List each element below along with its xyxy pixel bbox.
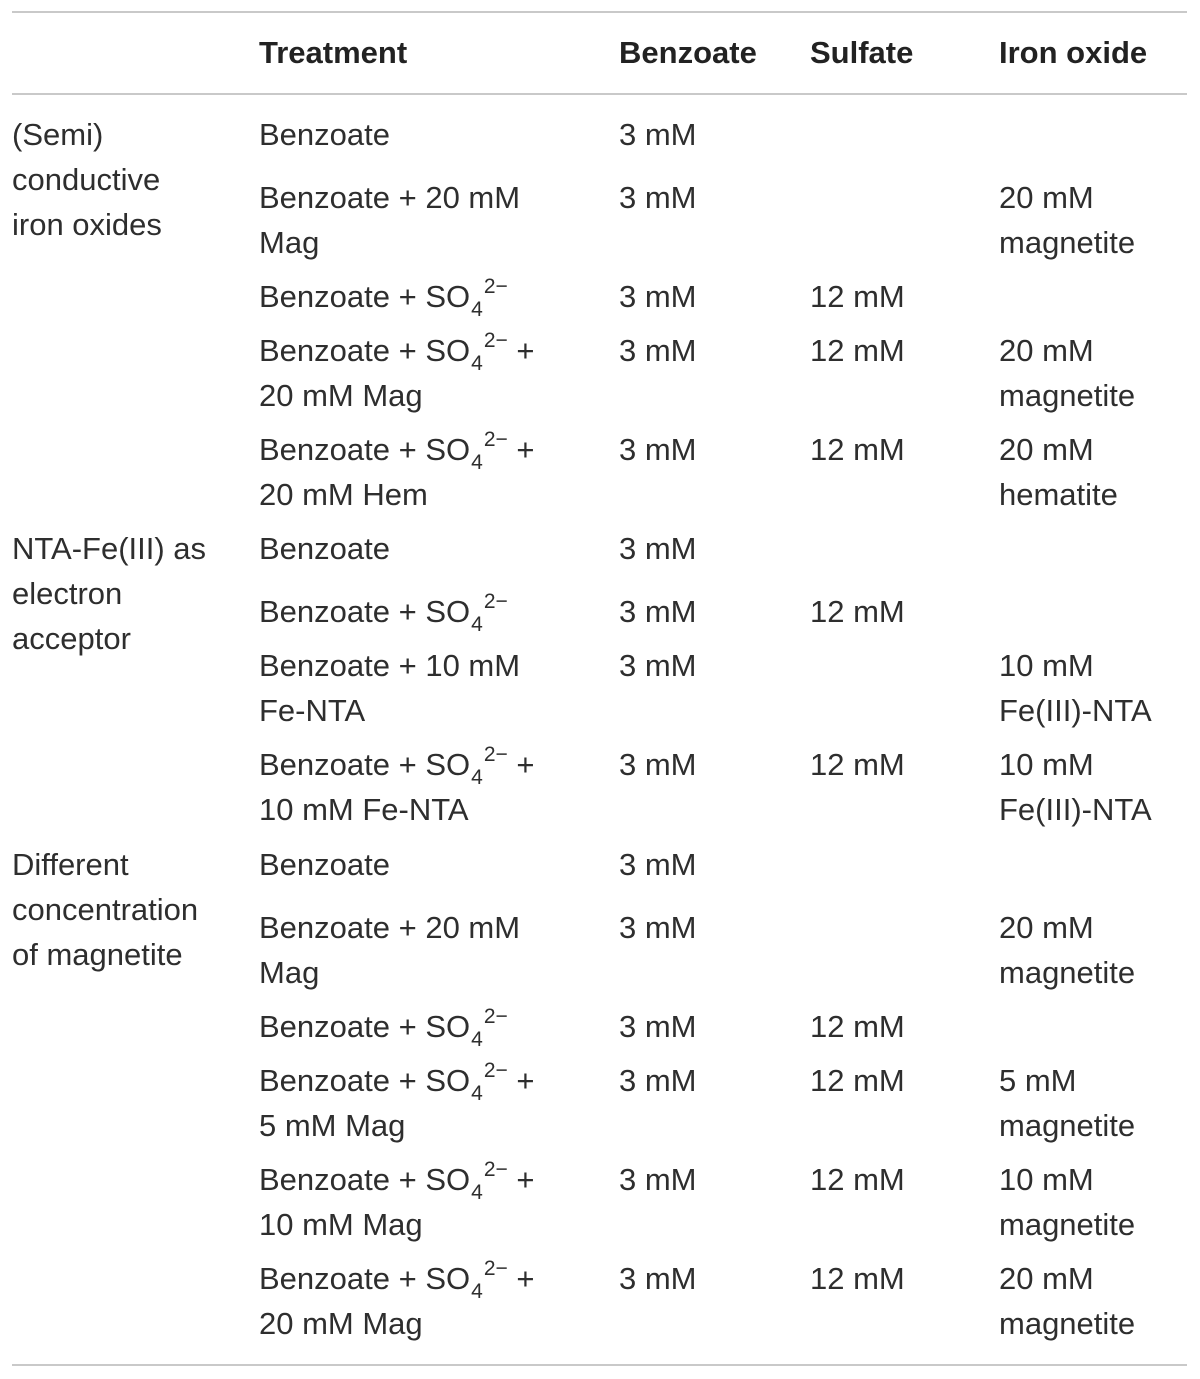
- subscript: 4: [471, 766, 483, 789]
- benzoate-cell: 3 mM: [619, 747, 697, 782]
- treatment-cell: Fe-NTA: [259, 693, 366, 728]
- iron-oxide-cell: magnetite: [999, 1306, 1136, 1341]
- group-label-line: of magnetite: [12, 937, 183, 972]
- benzoate-cell: 3 mM: [619, 333, 697, 368]
- treatment-text: Benzoate + SO: [259, 594, 471, 629]
- header-benzoate: Benzoate: [619, 35, 757, 70]
- iron-oxide-cell: 20 mM: [999, 1261, 1094, 1296]
- table-bottom-rule: [12, 1364, 1187, 1366]
- iron-oxide-cell: 10 mM: [999, 648, 1094, 683]
- iron-oxide-cell: magnetite: [999, 1108, 1136, 1143]
- treatment-cell: Mag: [259, 225, 320, 260]
- benzoate-cell: 3 mM: [619, 594, 697, 629]
- iron-oxide-cell: hematite: [999, 477, 1118, 512]
- treatment-text: +: [507, 747, 535, 782]
- header-sulfate: Sulfate: [810, 35, 914, 70]
- benzoate-cell: 3 mM: [619, 1162, 697, 1197]
- treatment-text: Benzoate + SO: [259, 1009, 471, 1044]
- benzoate-cell: 3 mM: [619, 531, 697, 566]
- benzoate-cell: 3 mM: [619, 117, 697, 152]
- treatment-cell-line2: 10 mM Mag: [259, 1207, 423, 1242]
- table-header-rule: [12, 93, 1187, 95]
- subscript: 4: [471, 613, 483, 636]
- sulfate-cell: 12 mM: [810, 1063, 905, 1098]
- iron-oxide-cell: 20 mM: [999, 910, 1094, 945]
- treatment-cell-line2: 10 mM Fe-NTA: [259, 792, 469, 827]
- group-label-line: Different: [12, 847, 129, 882]
- treatment-cell: Benzoate + 20 mM: [259, 180, 521, 215]
- benzoate-cell: 3 mM: [619, 180, 697, 215]
- treatment-cell: [259, 1157, 534, 1206]
- iron-oxide-cell: 20 mM: [999, 432, 1094, 467]
- treatment-cell: [259, 1058, 534, 1107]
- subscript: 4: [471, 1028, 483, 1051]
- iron-oxide-cell: 5 mM: [999, 1063, 1077, 1098]
- treatment-text: Benzoate + SO: [259, 1261, 471, 1296]
- treatment-cell: Benzoate: [259, 117, 390, 152]
- iron-oxide-cell: 10 mM: [999, 747, 1094, 782]
- treatment-cell: [259, 427, 534, 476]
- sulfate-cell: 12 mM: [810, 279, 905, 314]
- treatment-cell: Benzoate: [259, 847, 390, 882]
- treatment-text: Benzoate + SO: [259, 747, 471, 782]
- treatment-cell-line2: 20 mM Hem: [259, 477, 428, 512]
- group-label-line: electron: [12, 576, 123, 611]
- iron-oxide-cell: magnetite: [999, 378, 1136, 413]
- treatment-cell: [259, 1256, 534, 1305]
- group-label-line: acceptor: [12, 621, 131, 656]
- benzoate-cell: 3 mM: [619, 847, 697, 882]
- benzoate-cell: 3 mM: [619, 910, 697, 945]
- superscript: 2−: [483, 1005, 508, 1028]
- header-treatment: Treatment: [259, 35, 408, 70]
- iron-oxide-cell: magnetite: [999, 1207, 1136, 1242]
- sulfate-cell: 12 mM: [810, 1162, 905, 1197]
- subscript: 4: [471, 298, 483, 321]
- group-label-line: (Semi): [12, 117, 104, 152]
- treatment-text: +: [507, 1063, 535, 1098]
- superscript: 2−: [483, 1257, 508, 1280]
- header-iron-oxide: Iron oxide: [999, 35, 1148, 70]
- superscript: 2−: [483, 428, 508, 451]
- subscript: 4: [471, 352, 483, 375]
- benzoate-cell: 3 mM: [619, 648, 697, 683]
- subscript: 4: [471, 1181, 483, 1204]
- benzoate-cell: 3 mM: [619, 432, 697, 467]
- treatment-text: Benzoate + SO: [259, 333, 471, 368]
- treatment-text: +: [507, 1162, 535, 1197]
- group-label-line: NTA-Fe(III) as: [12, 531, 207, 566]
- iron-oxide-cell: 20 mM: [999, 180, 1094, 215]
- iron-oxide-cell: 10 mM: [999, 1162, 1094, 1197]
- treatment-cell-line2: 20 mM Mag: [259, 1306, 423, 1341]
- sulfate-cell: 12 mM: [810, 1261, 905, 1296]
- sulfate-cell: 12 mM: [810, 747, 905, 782]
- iron-oxide-cell: Fe(III)-NTA: [999, 693, 1152, 728]
- sulfate-cell: 12 mM: [810, 432, 905, 467]
- treatment-cell: [259, 589, 508, 638]
- group-label-line: conductive: [12, 162, 161, 197]
- treatment-cell-line2: 5 mM Mag: [259, 1108, 406, 1143]
- iron-oxide-cell: magnetite: [999, 955, 1136, 990]
- sulfate-cell: 12 mM: [810, 594, 905, 629]
- treatment-text: +: [507, 432, 535, 467]
- iron-oxide-cell: magnetite: [999, 225, 1136, 260]
- superscript: 2−: [483, 743, 508, 766]
- superscript: 2−: [483, 275, 508, 298]
- table-top-rule: [12, 11, 1187, 13]
- benzoate-cell: 3 mM: [619, 1261, 697, 1296]
- treatment-cell: [259, 274, 508, 323]
- sulfate-cell: 12 mM: [810, 333, 905, 368]
- treatment-cell: Benzoate: [259, 531, 390, 566]
- subscript: 4: [471, 451, 483, 474]
- sulfate-cell: 12 mM: [810, 1009, 905, 1044]
- group-label-line: concentration: [12, 892, 199, 927]
- iron-oxide-cell: 20 mM: [999, 333, 1094, 368]
- treatment-cell-line2: 20 mM Mag: [259, 378, 423, 413]
- treatment-text: Benzoate + SO: [259, 1063, 471, 1098]
- benzoate-cell: 3 mM: [619, 1063, 697, 1098]
- treatment-text: +: [507, 1261, 535, 1296]
- treatment-cell: Benzoate + 10 mM: [259, 648, 521, 683]
- subscript: 4: [471, 1280, 483, 1303]
- treatment-text: Benzoate + SO: [259, 432, 471, 467]
- treatment-cell: [259, 328, 534, 377]
- treatment-cell: Benzoate + 20 mM: [259, 910, 521, 945]
- superscript: 2−: [483, 329, 508, 352]
- subscript: 4: [471, 1082, 483, 1105]
- treatment-cell: [259, 1004, 508, 1053]
- superscript: 2−: [483, 1059, 508, 1082]
- treatment-text: +: [507, 333, 535, 368]
- benzoate-cell: 3 mM: [619, 279, 697, 314]
- benzoate-cell: 3 mM: [619, 1009, 697, 1044]
- treatment-cell: [259, 742, 534, 791]
- treatment-text: Benzoate + SO: [259, 279, 471, 314]
- group-label-line: iron oxides: [12, 207, 162, 242]
- iron-oxide-cell: Fe(III)-NTA: [999, 792, 1152, 827]
- superscript: 2−: [483, 1158, 508, 1181]
- superscript: 2−: [483, 590, 508, 613]
- treatment-cell: Mag: [259, 955, 320, 990]
- treatment-text: Benzoate + SO: [259, 1162, 471, 1197]
